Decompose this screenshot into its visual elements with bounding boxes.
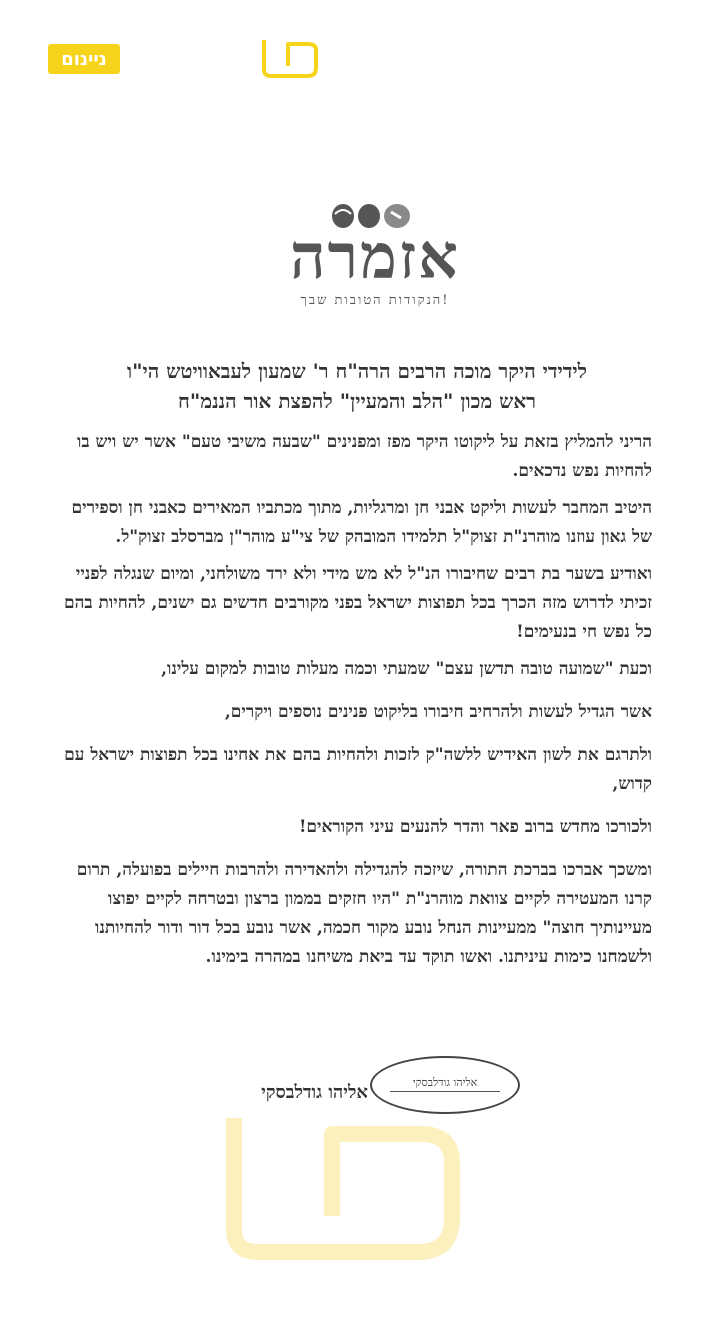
recommendation-letter	[62, 356, 652, 980]
letter-paragraph: ולכורכו מחדש ברוב פאר והדר להנעים עיני הקוראים!	[298, 817, 652, 837]
letter-heading-line-1: לידידי היקר מוכה הרבים הרה"ח ר' שמעון לעבאוויטש הי"ו	[127, 359, 587, 383]
news-badge-label: ניינום	[61, 48, 107, 70]
letter-paragraph: אשר הגדיל לעשות ולהרחיב חיבורו בליקוט פנינים נוספים ויקרים,	[224, 702, 652, 722]
stamp-inner-line	[390, 1091, 500, 1094]
letter-paragraph: הריני להמליץ בזאת על ליקוטו היקר מפז ומפנינים "שבעה משיבי טעם" אשר יש ויש בו להחיות נפש נדכאים.	[76, 432, 652, 481]
letter-paragraph: ולתרגם את לשון האידיש ללשה"ק לזכות ולהחיות בהם את אחינו בכל תפוצות ישראל עם קדוש,	[64, 745, 652, 794]
letter-paragraph: וכעת "שמועה טובה תדשן עצם" שמעתי וכמה מעלות טובות למקום עלינו,	[161, 659, 652, 679]
site-watermark-icon	[222, 1112, 464, 1260]
letter-heading	[62, 356, 652, 416]
news-badge[interactable]	[48, 44, 120, 74]
site-logo-icon[interactable]	[258, 36, 322, 78]
brand-wordmark: אזמרה	[290, 220, 460, 293]
letter-paragraph: ואודיע בשער בת רבים שחיבורו הנ"ל לא מש מידי ולא ירד משולחני, ומיום שנגלה לפניי זכיתי לדרוש מזה הכרך בכל תפוצות ישראל בפני מקורבים חדשים גם ישנים, להחיות בהם כל נפש חי בנעימים!	[64, 564, 652, 642]
brand-tagline: הנקודות הטובות שבך!	[300, 293, 450, 308]
signer-name: אליהו גודלבסקי	[261, 1082, 368, 1103]
letter-heading-line-2: ראש מכון "הלב והמעיין" להפצת אור הננמ"ח	[178, 389, 536, 413]
stamp-text: אליהו גודלבסקי	[412, 1076, 478, 1089]
top-bar	[0, 0, 713, 110]
signature-stamp	[370, 1056, 520, 1114]
letter-paragraph: היטיב המחבר לעשות וליקט אבני חן ומרגליות, מתוך מכתביו המאירים כאבני חן וספירים של גאון עוזנו מוהרנ"ת זצוק"ל תלמידו המובהק של צי"ע מוהר"ן מברסלב זצוק"ל.	[71, 498, 652, 547]
letter-paragraph: ומשכך אברכו בברכת התורה, שיזכה להגדילה ולהאדירה ולהרבות חיילים בפועלה, תרום קרנו המעטירה לקיים צוואת מוהרנ"ת "היו חזקים בממון ברצון ובטרחה לקיים יפוצו מעיינותיך חוצה" ממעיינות הנחל נובע מקור חכמה, אשר נובע בכל דור ודור להחיותנו ולשמחנו כימות עיניתנו. ואשו תוקד עד ביאת משיחנו במהרה בימינו.	[76, 860, 652, 967]
brand-logo	[255, 192, 495, 322]
signature-block	[228, 1050, 518, 1120]
